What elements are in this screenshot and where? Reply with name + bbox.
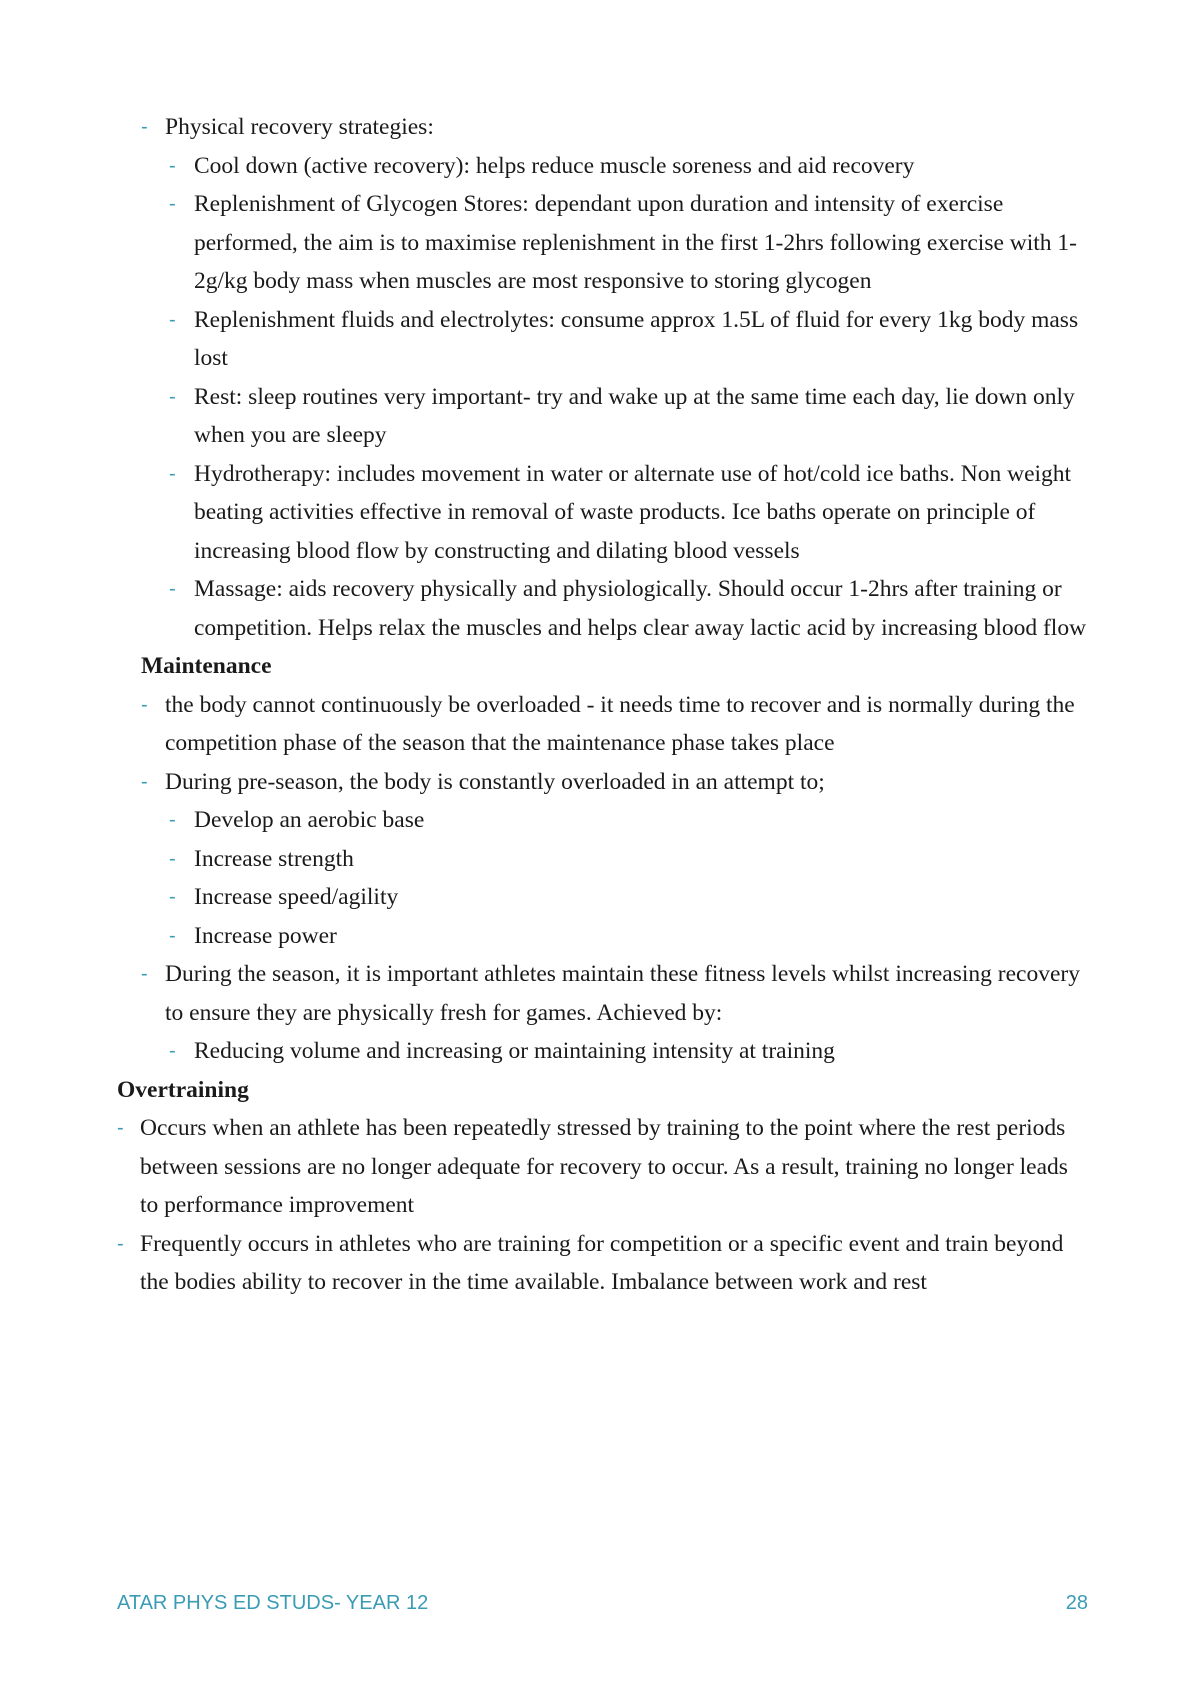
- list-item-text: Replenishment fluids and electrolytes: consume approx 1.5L of fluid for every 1kg body mass lost: [194, 306, 1079, 371]
- list-item-text: During pre-season, the body is constantly overloaded in an attempt to;: [165, 768, 825, 795]
- list-item: [0, 801, 1200, 840]
- bullet-dash: -: [117, 1232, 124, 1255]
- bullet-dash: -: [169, 154, 176, 177]
- list-item: [0, 378, 1200, 455]
- list-item: [0, 108, 1200, 147]
- page-content: [0, 108, 1200, 1302]
- bullet-dash: -: [141, 963, 148, 985]
- list-item: [0, 455, 1200, 571]
- list-item-text: Hydrotherapy: includes movement in water or alternate use of hot/cold ice baths. Non weight beating activities effective in removal of waste products. Ice baths operate on principle of increasing blood flow by constructing and dilating blood vessels: [194, 460, 1072, 564]
- section-heading-overtraining: Overtraining: [117, 1076, 249, 1103]
- bullet-dash: -: [141, 693, 148, 716]
- list-item-text: Frequently occurs in athletes who are training for competition or a specific event and train beyond the bodies ability to recover in the time available. Imbalance between work and rest: [140, 1230, 1064, 1295]
- bullet-dash: -: [141, 770, 148, 793]
- list-item: [0, 686, 1200, 763]
- bullet-dash: -: [169, 385, 176, 408]
- list-item: [0, 301, 1200, 378]
- list-item: [0, 955, 1200, 1032]
- list-item-text: the body cannot continuously be overloaded - it needs time to recover and is normally during the competition phase of the season that the maintenance phase takes place: [165, 691, 1075, 756]
- bullet-dash: -: [117, 1117, 124, 1139]
- list-item: [0, 185, 1200, 301]
- list-item-text: Increase power: [194, 922, 337, 949]
- list-item-text: Reducing volume and increasing or maintaining intensity at training: [194, 1038, 835, 1064]
- list-item: [0, 878, 1200, 917]
- list-item: [0, 1225, 1200, 1302]
- list-item-text: Rest: sleep routines very important- try and wake up at the same time each day, lie down only when you are sleepy: [194, 383, 1075, 448]
- list-item-text: During the season, it is important athletes maintain these fitness levels whilst increasing recovery to ensure they are physically fresh for games. Achieved by:: [165, 961, 1080, 1026]
- list-item-text: Increase speed/agility: [194, 884, 399, 910]
- list-item-text: Cool down (active recovery): helps reduce muscle soreness and aid recovery: [194, 152, 915, 179]
- footer-title: ATAR PHYS ED STUDS- YEAR 12: [117, 1592, 429, 1614]
- section-heading-maintenance: Maintenance: [141, 653, 272, 679]
- list-item: [0, 840, 1200, 879]
- list-item: [0, 1109, 1200, 1225]
- bullet-dash: -: [169, 308, 176, 331]
- bullet-dash: -: [169, 462, 176, 485]
- bullet-dash: -: [169, 809, 176, 831]
- bullet-dash: -: [141, 116, 148, 138]
- list-item-text: Physical recovery strategies:: [165, 114, 434, 140]
- list-item: [0, 570, 1200, 647]
- page-number: 28: [1065, 1592, 1088, 1614]
- list-item-text: Occurs when an athlete has been repeatedly stressed by training to the point where the rest periods between sessions are no longer adequate for recovery to occur. As a result, training no longer leads to performance improvement: [140, 1115, 1068, 1218]
- bullet-dash: -: [169, 1040, 176, 1062]
- list-item: [0, 763, 1200, 802]
- list-item-text: Develop an aerobic base: [194, 807, 425, 833]
- list-item: [0, 147, 1200, 186]
- list-item: [0, 1032, 1200, 1071]
- bullet-dash: -: [169, 924, 176, 947]
- bullet-dash: -: [169, 193, 176, 215]
- list-item-text: Massage: aids recovery physically and physiologically. Should occur 1-2hrs after training or competition. Helps relax the muscles and helps clear away lactic acid by increasing blood flow: [194, 576, 1087, 641]
- bullet-dash: -: [169, 847, 176, 870]
- bullet-dash: -: [169, 578, 176, 600]
- list-item: [0, 917, 1200, 956]
- list-item-text: Replenishment of Glycogen Stores: dependant upon duration and intensity of exercise performed, the aim is to maximise replenishment in the first 1-2hrs following exercise with 1-2g/kg body mass when muscles are most responsive to storing glycogen: [194, 191, 1077, 294]
- bullet-dash: -: [169, 886, 176, 908]
- list-item-text: Increase strength: [194, 845, 354, 872]
